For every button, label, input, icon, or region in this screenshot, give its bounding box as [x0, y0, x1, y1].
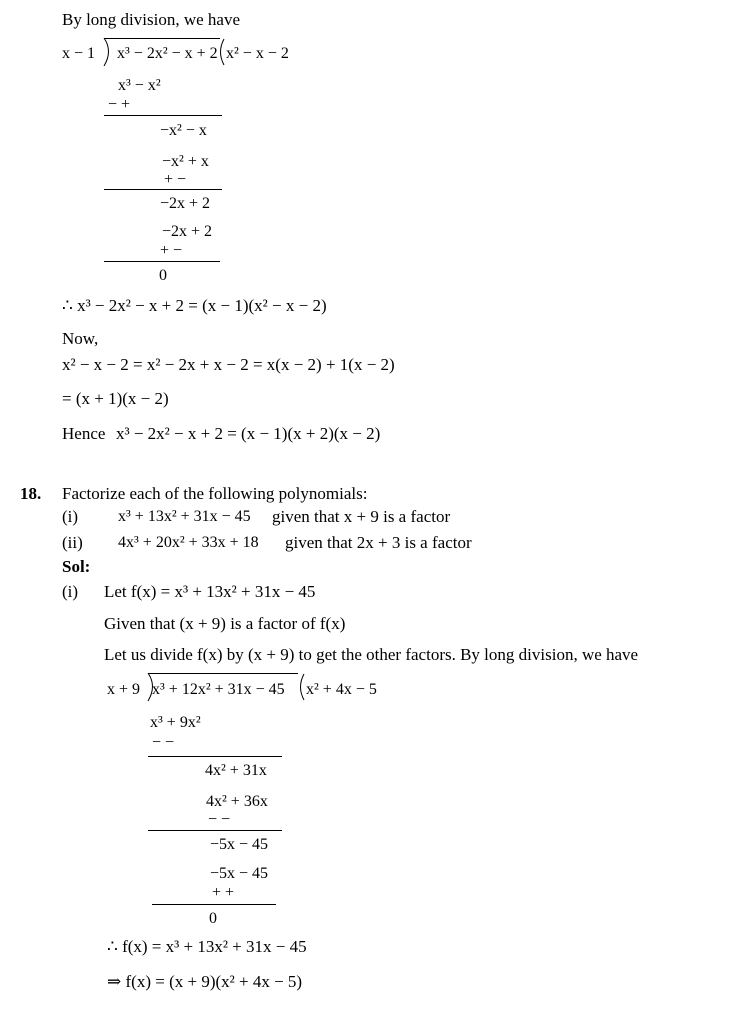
division-bracket: [103, 37, 117, 67]
division-divisor: x − 1: [62, 45, 96, 62]
result-line: ⇒ f(x) = (x + 9)(x² + 4x − 5): [107, 972, 303, 991]
division-row: x³ + 9x²: [150, 714, 201, 731]
step-line: = (x + 1)(x − 2): [62, 389, 169, 408]
division-row: 4x² + 36x: [206, 793, 268, 810]
division-remainder: 0: [159, 267, 167, 284]
question-number: 18.: [20, 484, 42, 503]
divide-line: Let us divide f(x) by (x + 9) to get the other factors. By long division, we have: [104, 645, 639, 664]
division-sign-row: + +: [212, 884, 235, 901]
division-line: [148, 830, 282, 831]
division-line: [104, 261, 220, 262]
division-line: [148, 756, 282, 757]
division-row: −2x + 2: [162, 223, 213, 240]
now-label: Now,: [62, 329, 99, 348]
division-quotient: x² − x − 2: [226, 45, 289, 62]
division-sign-row: − +: [108, 96, 131, 113]
hence-expression: x³ − 2x² − x + 2 = (x − 1)(x + 2)(x − 2): [116, 424, 381, 443]
sol-part-label: (i): [62, 582, 79, 601]
division-dividend: x³ − 2x² − x + 2: [117, 45, 218, 62]
division-row: −5x − 45: [210, 865, 269, 882]
division-row: −x² + x: [162, 153, 209, 170]
result-line: ∴ f(x) = x³ + 13x² + 31x − 45: [107, 937, 307, 956]
division-sign-row: − −: [208, 811, 231, 828]
division-divisor: x + 9: [107, 681, 141, 698]
division-quotient: x² + 4x − 5: [306, 681, 377, 698]
item-polynomial: 4x³ + 20x² + 33x + 18: [118, 534, 259, 551]
division-remainder: 0: [209, 910, 217, 927]
division-row: 4x² + 31x: [205, 762, 267, 779]
hence-label: Hence: [62, 424, 106, 443]
item-label: (i): [62, 507, 79, 526]
item-condition: given that x + 9 is a factor: [272, 507, 451, 526]
quotient-paren: [296, 673, 306, 701]
item-polynomial: x³ + 13x² + 31x − 45: [118, 508, 251, 525]
division-row: −2x + 2: [160, 195, 211, 212]
division-row: −x² − x: [160, 122, 207, 139]
division-row: x³ − x²: [118, 77, 161, 94]
given-line: Given that (x + 9) is a factor of f(x): [104, 614, 346, 633]
solution-label: Sol:: [62, 557, 91, 576]
division-sign-row: − −: [152, 734, 175, 751]
step-line: x² − x − 2 = x² − 2x + x − 2 = x(x − 2) + 1(x − 2): [62, 355, 395, 374]
division-row: −5x − 45: [210, 836, 269, 853]
division-line: [104, 115, 222, 116]
intro-text: By long division, we have: [62, 10, 241, 29]
let-line: Let f(x) = x³ + 13x² + 31x − 45: [104, 582, 316, 601]
division-line: [152, 904, 276, 905]
division-dividend: x³ + 12x² + 31x − 45: [152, 681, 285, 698]
division-vinculum: [104, 38, 220, 39]
quotient-paren: [216, 38, 226, 66]
item-label: (ii): [62, 533, 83, 552]
division-line: [104, 189, 222, 190]
division-vinculum: [148, 673, 298, 674]
result-line: ∴ x³ − 2x² − x + 2 = (x − 1)(x² − x − 2): [62, 296, 327, 315]
item-condition: given that 2x + 3 is a factor: [285, 533, 472, 552]
division-sign-row: + −: [164, 171, 187, 188]
division-sign-row: + −: [160, 242, 183, 259]
question-prompt: Factorize each of the following polynomials:: [62, 484, 368, 503]
